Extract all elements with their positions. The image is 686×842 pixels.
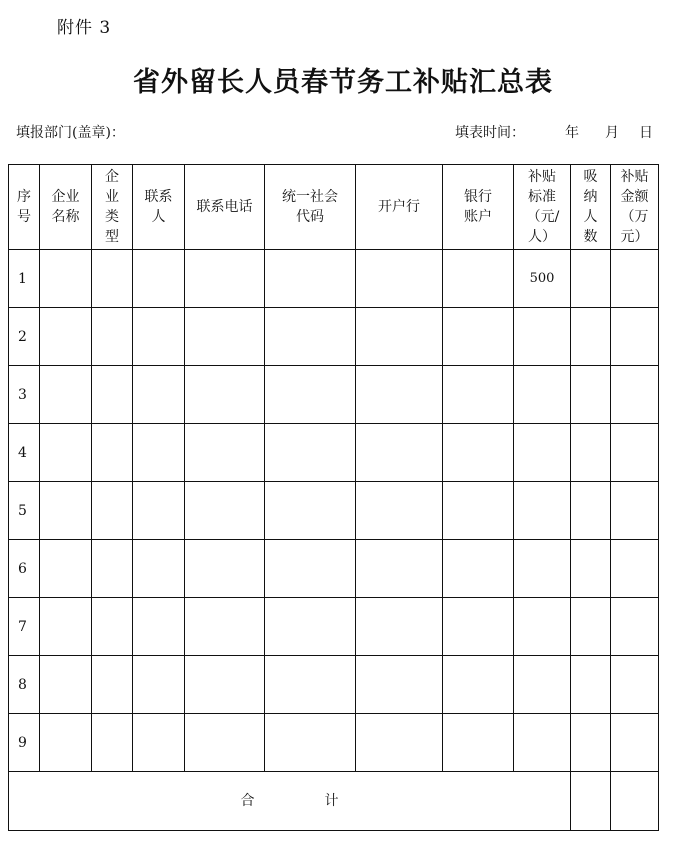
cell-company-type[interactable] — [92, 250, 133, 308]
table-row — [9, 366, 659, 424]
summary-table — [8, 164, 659, 831]
cell-bank-account[interactable] — [443, 308, 514, 366]
header-company-type: 企业类型 — [92, 165, 133, 250]
header-subsidy-amount: 补贴金额（万元） — [611, 165, 659, 250]
cell-bank[interactable] — [356, 250, 443, 308]
cell-company-name[interactable] — [40, 598, 92, 656]
header-contact-person: 联系人 — [133, 165, 185, 250]
cell-contact-person[interactable] — [133, 424, 185, 482]
cell-bank[interactable] — [356, 366, 443, 424]
cell-subsidy-amount[interactable] — [611, 656, 659, 714]
cell-subsidy-amount[interactable] — [611, 714, 659, 772]
cell-bank[interactable] — [356, 598, 443, 656]
cell-bank[interactable] — [356, 656, 443, 714]
cell-contact-person[interactable] — [133, 598, 185, 656]
cell-hired-count[interactable] — [571, 366, 611, 424]
row-number: 9 — [9, 714, 40, 772]
cell-hired-count[interactable] — [571, 656, 611, 714]
cell-bank-account[interactable] — [443, 482, 514, 540]
cell-contact-phone[interactable] — [185, 714, 265, 772]
cell-contact-person[interactable] — [133, 250, 185, 308]
cell-subsidy-standard[interactable] — [514, 714, 571, 772]
cell-company-name[interactable] — [40, 540, 92, 598]
cell-contact-person[interactable] — [133, 482, 185, 540]
cell-credit-code[interactable] — [265, 598, 356, 656]
total-label-ji: 计 — [324, 793, 339, 809]
cell-company-type[interactable] — [92, 424, 133, 482]
cell-contact-phone[interactable] — [185, 656, 265, 714]
cell-hired-count[interactable] — [571, 308, 611, 366]
cell-company-name[interactable] — [40, 482, 92, 540]
cell-subsidy-amount[interactable] — [611, 308, 659, 366]
table-row — [9, 598, 659, 656]
date-label: 填表时间： — [455, 125, 525, 141]
cell-company-name[interactable] — [40, 714, 92, 772]
table-row — [9, 656, 659, 714]
cell-subsidy-standard[interactable] — [514, 366, 571, 424]
cell-subsidy-amount[interactable] — [611, 482, 659, 540]
cell-hired-count[interactable] — [571, 714, 611, 772]
cell-subsidy-standard[interactable]: 500 — [514, 250, 571, 308]
table-row — [9, 540, 659, 598]
cell-bank-account[interactable] — [443, 250, 514, 308]
attachment-label: 附件 3 — [57, 18, 112, 38]
day-label: 日 — [639, 125, 653, 141]
page-title: 省外留长人员春节务工补贴汇总表 — [133, 67, 553, 98]
dept-label: 填报部门(盖章)： — [16, 125, 125, 141]
cell-bank[interactable] — [356, 308, 443, 366]
cell-company-type[interactable] — [92, 308, 133, 366]
cell-subsidy-standard[interactable] — [514, 308, 571, 366]
total-label-he: 合 — [240, 793, 255, 809]
cell-contact-phone[interactable] — [185, 540, 265, 598]
table-row — [9, 250, 659, 308]
row-number: 8 — [9, 656, 40, 714]
cell-subsidy-amount[interactable] — [611, 250, 659, 308]
cell-total-subsidy-amount[interactable] — [611, 772, 659, 831]
cell-company-name[interactable] — [40, 366, 92, 424]
cell-company-name[interactable] — [40, 656, 92, 714]
cell-company-name[interactable] — [40, 250, 92, 308]
cell-hired-count[interactable] — [571, 598, 611, 656]
cell-credit-code[interactable] — [265, 656, 356, 714]
cell-subsidy-standard[interactable] — [514, 482, 571, 540]
cell-bank[interactable] — [356, 482, 443, 540]
cell-credit-code[interactable] — [265, 308, 356, 366]
table-row — [9, 714, 659, 772]
cell-company-type[interactable] — [92, 540, 133, 598]
cell-bank-account[interactable] — [443, 714, 514, 772]
row-number: 5 — [9, 482, 40, 540]
cell-credit-code[interactable] — [265, 540, 356, 598]
cell-contact-person[interactable] — [133, 366, 185, 424]
cell-contact-person[interactable] — [133, 308, 185, 366]
cell-contact-phone[interactable] — [185, 366, 265, 424]
cell-subsidy-amount[interactable] — [611, 540, 659, 598]
header-credit-code: 统一社会代码 — [265, 165, 356, 250]
cell-bank-account[interactable] — [443, 424, 514, 482]
cell-bank-account[interactable] — [443, 598, 514, 656]
cell-contact-phone[interactable] — [185, 598, 265, 656]
cell-contact-person[interactable] — [133, 656, 185, 714]
cell-credit-code[interactable] — [265, 366, 356, 424]
cell-subsidy-amount[interactable] — [611, 598, 659, 656]
cell-credit-code[interactable] — [265, 714, 356, 772]
cell-hired-count[interactable] — [571, 482, 611, 540]
cell-hired-count[interactable] — [571, 250, 611, 308]
cell-company-type[interactable] — [92, 714, 133, 772]
header-contact-phone: 联系电话 — [185, 165, 265, 250]
table-row — [9, 308, 659, 366]
cell-subsidy-standard[interactable] — [514, 598, 571, 656]
header-subsidy-standard: 补贴标准（元/人） — [514, 165, 571, 250]
cell-contact-phone[interactable] — [185, 424, 265, 482]
cell-credit-code[interactable] — [265, 424, 356, 482]
total-row — [9, 772, 659, 831]
cell-contact-phone[interactable] — [185, 308, 265, 366]
cell-company-type[interactable] — [92, 482, 133, 540]
cell-subsidy-standard[interactable] — [514, 540, 571, 598]
cell-company-name[interactable] — [40, 424, 92, 482]
row-number: 3 — [9, 366, 40, 424]
cell-hired-count[interactable] — [571, 424, 611, 482]
row-number: 1 — [9, 250, 40, 308]
cell-company-type[interactable] — [92, 366, 133, 424]
row-number: 2 — [9, 308, 40, 366]
table-row — [9, 424, 659, 482]
header-company-name: 企业名称 — [40, 165, 92, 250]
cell-company-type[interactable] — [92, 656, 133, 714]
cell-subsidy-amount[interactable] — [611, 366, 659, 424]
header-bank: 开户行 — [356, 165, 443, 250]
cell-bank-account[interactable] — [443, 366, 514, 424]
cell-company-type[interactable] — [92, 598, 133, 656]
cell-bank[interactable] — [356, 714, 443, 772]
cell-total-hired-count[interactable] — [571, 772, 611, 831]
date-line — [455, 122, 653, 142]
row-number: 6 — [9, 540, 40, 598]
cell-credit-code[interactable] — [265, 482, 356, 540]
header-bank-account: 银行账户 — [443, 165, 514, 250]
header-hired-count: 吸纳人数 — [571, 165, 611, 250]
cell-bank-account[interactable] — [443, 656, 514, 714]
cell-bank[interactable] — [356, 424, 443, 482]
table-row — [9, 482, 659, 540]
cell-subsidy-standard[interactable] — [514, 424, 571, 482]
cell-credit-code[interactable] — [265, 250, 356, 308]
header-row — [9, 165, 659, 250]
year-label: 年 — [565, 125, 579, 141]
row-number: 4 — [9, 424, 40, 482]
row-number: 7 — [9, 598, 40, 656]
cell-subsidy-amount[interactable] — [611, 424, 659, 482]
cell-hired-count[interactable] — [571, 540, 611, 598]
cell-contact-phone[interactable] — [185, 250, 265, 308]
month-label: 月 — [605, 125, 619, 141]
header-seq: 序号 — [9, 165, 40, 250]
cell-contact-phone[interactable] — [185, 482, 265, 540]
cell-contact-person[interactable] — [133, 714, 185, 772]
total-label — [9, 772, 571, 831]
cell-company-name[interactable] — [40, 308, 92, 366]
cell-contact-person[interactable] — [133, 540, 185, 598]
cell-subsidy-standard[interactable] — [514, 656, 571, 714]
cell-bank-account[interactable] — [443, 540, 514, 598]
cell-bank[interactable] — [356, 540, 443, 598]
